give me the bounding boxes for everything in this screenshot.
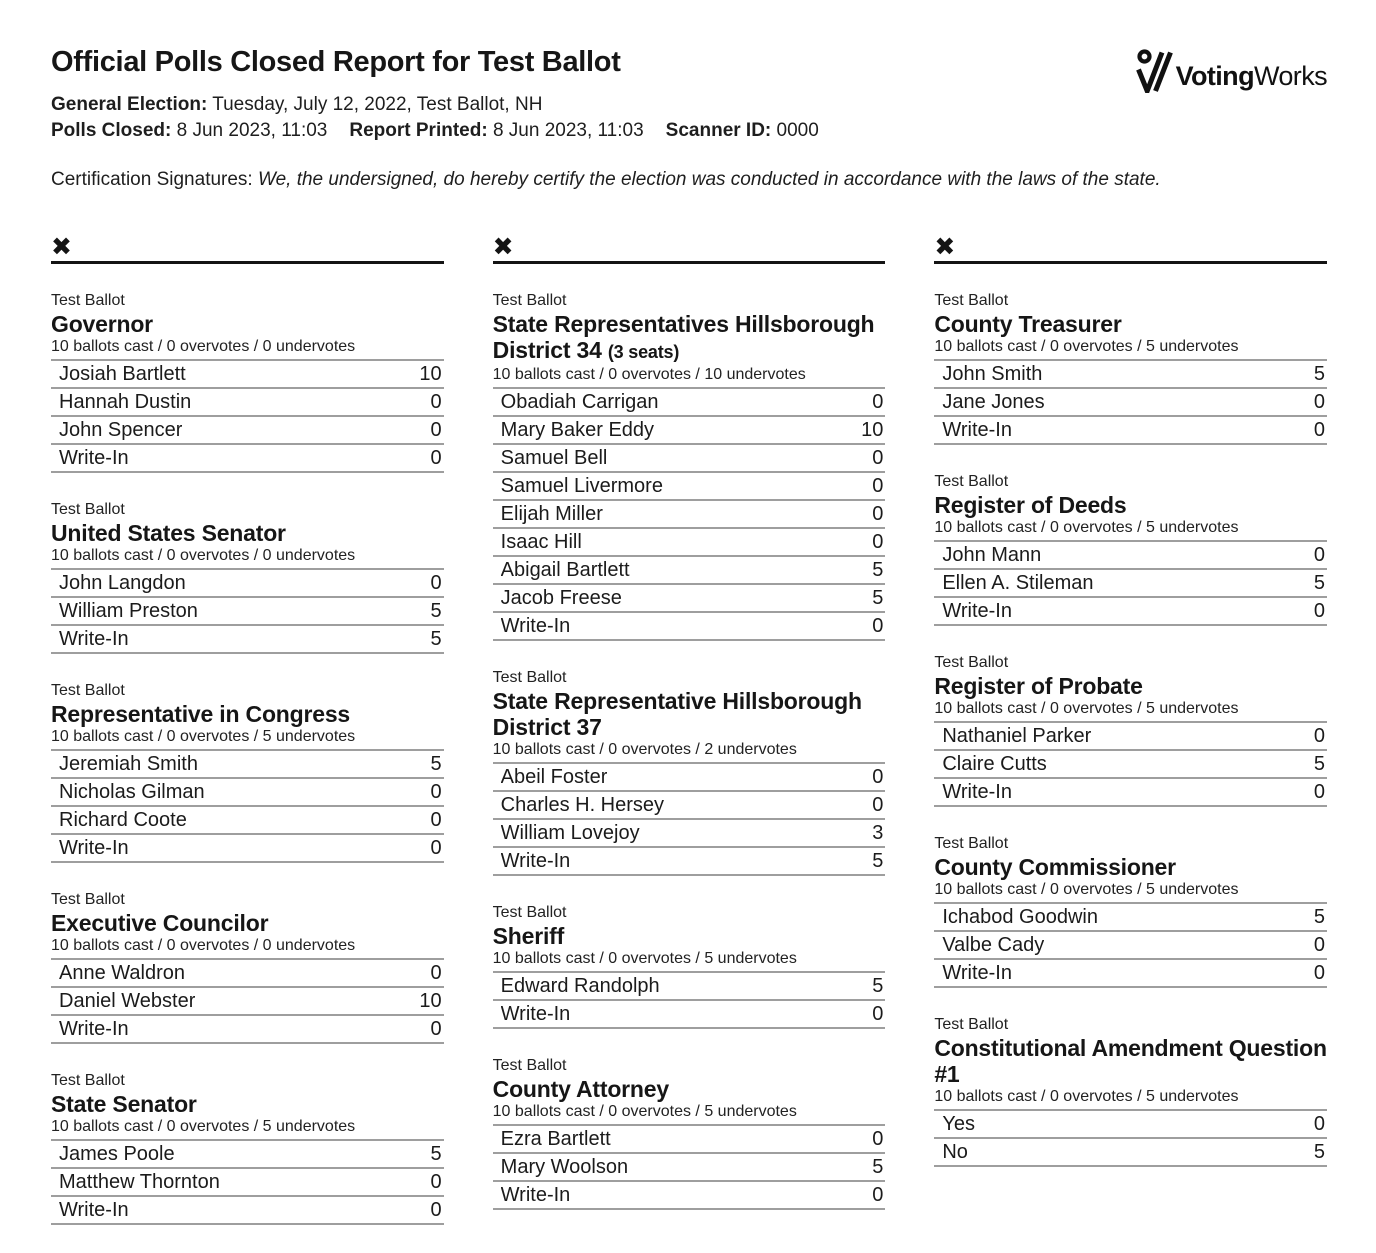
vote-count: 5 — [430, 600, 442, 622]
contest-title — [934, 1035, 1327, 1087]
report-printed — [349, 120, 643, 141]
vote-count: 5 — [430, 753, 442, 775]
result-row — [934, 540, 1327, 568]
ballot-style-label: Test Ballot — [51, 292, 125, 309]
candidate-name: Write-In — [942, 600, 1012, 622]
vote-count: 5 — [430, 1143, 442, 1165]
contest-section — [934, 1016, 1327, 1167]
vote-count: 0 — [430, 572, 442, 594]
contest-title — [51, 1091, 444, 1117]
result-row — [493, 499, 886, 527]
result-row — [493, 818, 886, 846]
ballot-style-label: Test Ballot — [934, 292, 1009, 309]
vote-count: 0 — [1313, 781, 1325, 803]
result-row — [493, 387, 886, 415]
contest-section — [934, 292, 1327, 445]
vote-count: 0 — [872, 1003, 884, 1025]
result-row — [493, 1180, 886, 1208]
vote-count: 5 — [1313, 906, 1325, 928]
report-printed-label: Report Printed: — [349, 120, 488, 141]
vote-count: 0 — [872, 615, 884, 637]
result-row — [493, 415, 886, 443]
polls-closed-label: Polls Closed: — [51, 120, 172, 141]
vote-count: 10 — [419, 363, 442, 385]
contest-section — [493, 1057, 886, 1210]
results-table — [493, 971, 886, 1029]
contest-section — [51, 501, 444, 654]
result-row — [493, 555, 886, 583]
result-row — [934, 721, 1327, 749]
candidate-name: Isaac Hill — [500, 531, 582, 553]
candidate-name: No — [942, 1141, 968, 1163]
contest-stats: 10 ballots cast / 0 overvotes / 10 undervotes — [492, 366, 806, 383]
vote-count: 0 — [872, 794, 884, 816]
candidate-name: Write-In — [59, 837, 129, 859]
report-times-line — [51, 118, 819, 144]
polls-closed-value: 8 Jun 2023, 11:03 — [176, 120, 328, 141]
contest-title-text: State Senator — [51, 1091, 197, 1117]
result-row — [51, 1014, 444, 1042]
candidate-name: Obadiah Carrigan — [500, 391, 659, 413]
vote-count: 0 — [430, 962, 442, 984]
contest-seats-note: (3 seats) — [607, 342, 680, 362]
ballot-style-label: Test Ballot — [51, 1072, 125, 1089]
vote-count: 0 — [872, 391, 884, 413]
vote-count: 5 — [1313, 1141, 1325, 1163]
ballot-style-label: Test Ballot — [492, 669, 567, 686]
candidate-name: William Lovejoy — [500, 822, 640, 844]
contest-section — [934, 835, 1327, 988]
vote-count: 0 — [1313, 391, 1325, 413]
contest-title-text: Constitutional Amendment Question #1 — [934, 1035, 1327, 1087]
contest-stats: 10 ballots cast / 0 overvotes / 5 undervotes — [934, 519, 1239, 536]
contest-section — [51, 891, 444, 1044]
result-row — [493, 611, 886, 639]
results-table — [934, 1109, 1327, 1167]
certification-statement: We, the undersigned, do hereby certify the election was conducted in accordance with the laws of the state. — [258, 169, 1161, 190]
report-printed-value: 8 Jun 2023, 11:03 — [492, 120, 644, 141]
contest-title — [493, 688, 886, 740]
signature-x-mark: ✖ — [51, 233, 72, 261]
result-row — [934, 359, 1327, 387]
candidate-name: Richard Coote — [59, 809, 187, 831]
results-table — [493, 387, 886, 641]
result-row — [493, 971, 886, 999]
vote-count: 0 — [872, 503, 884, 525]
contest-title — [51, 311, 444, 337]
contest-title-text: United States Senator — [51, 520, 286, 546]
signature-area — [51, 235, 444, 264]
contest-title-text: State Representative Hillsborough District 37 — [492, 688, 862, 740]
candidate-name: Abeil Foster — [500, 766, 608, 788]
candidate-name: John Langdon — [59, 572, 186, 594]
contest-title — [51, 520, 444, 546]
ballot-style-label: Test Ballot — [934, 1016, 1009, 1033]
result-row — [934, 568, 1327, 596]
vote-count: 0 — [1313, 725, 1325, 747]
candidate-name: Jane Jones — [942, 391, 1045, 413]
result-row — [51, 805, 444, 833]
vote-count: 5 — [872, 559, 884, 581]
result-row — [51, 749, 444, 777]
result-row — [934, 958, 1327, 986]
contest-title — [493, 311, 886, 365]
candidate-name: Edward Randolph — [500, 975, 660, 997]
result-row — [934, 1109, 1327, 1137]
contest-title — [934, 673, 1327, 699]
contest-stats: 10 ballots cast / 0 overvotes / 0 undervotes — [51, 547, 356, 564]
candidate-name: Write-In — [500, 850, 571, 872]
results-table — [934, 540, 1327, 626]
result-row — [934, 1137, 1327, 1165]
logo-text-regular: Works — [1253, 61, 1327, 91]
candidate-name: Ichabod Goodwin — [942, 906, 1098, 928]
vote-count: 10 — [861, 419, 884, 441]
result-row — [51, 359, 444, 387]
result-row — [51, 986, 444, 1014]
candidate-name: Write-In — [942, 419, 1012, 441]
vote-count: 5 — [430, 628, 442, 650]
contest-title-text: County Commissioner — [934, 854, 1176, 880]
candidate-name: Charles H. Hersey — [500, 794, 665, 816]
contest-stats: 10 ballots cast / 0 overvotes / 5 undervotes — [51, 728, 356, 745]
contest-stats: 10 ballots cast / 0 overvotes / 5 undervotes — [934, 338, 1239, 355]
candidate-name: Daniel Webster — [59, 990, 196, 1012]
candidate-name: Matthew Thornton — [59, 1171, 220, 1193]
signature-x-mark: ✖ — [492, 233, 514, 261]
candidate-name: Write-In — [942, 781, 1012, 803]
contest-stats: 10 ballots cast / 0 overvotes / 5 undervotes — [934, 881, 1239, 898]
general-election-value: Tuesday, July 12, 2022, Test Ballot, NH — [212, 94, 543, 115]
contest-stats: 10 ballots cast / 0 overvotes / 2 undervotes — [492, 741, 797, 758]
report-header-text — [51, 46, 819, 144]
signature-area — [493, 235, 886, 264]
vote-count: 0 — [872, 447, 884, 469]
vote-count: 0 — [1313, 1113, 1325, 1135]
result-row — [934, 902, 1327, 930]
contest-title — [493, 923, 886, 949]
contest-section — [51, 1072, 444, 1225]
vote-count: 5 — [872, 1156, 884, 1178]
candidate-name: Josiah Bartlett — [59, 363, 186, 385]
ballot-style-label: Test Ballot — [492, 292, 567, 309]
results-table — [51, 1139, 444, 1225]
results-table — [51, 568, 444, 654]
candidate-name: Write-In — [59, 628, 129, 650]
result-row — [51, 833, 444, 861]
candidate-name: Write-In — [59, 1199, 129, 1221]
results-table — [51, 749, 444, 863]
candidate-name: John Smith — [942, 363, 1043, 385]
contest-section — [934, 654, 1327, 807]
contest-stats: 10 ballots cast / 0 overvotes / 0 undervotes — [51, 338, 356, 355]
vote-count: 0 — [430, 1171, 442, 1193]
results-table — [51, 958, 444, 1044]
result-row — [493, 583, 886, 611]
vote-count: 0 — [430, 837, 442, 859]
report-column-2 — [493, 235, 886, 1253]
contest-title — [51, 701, 444, 727]
ballot-style-label: Test Ballot — [51, 501, 125, 518]
vote-count: 0 — [430, 419, 442, 441]
result-row — [51, 624, 444, 652]
vote-count: 0 — [872, 475, 884, 497]
candidate-name: Claire Cutts — [942, 753, 1047, 775]
candidate-name: Yes — [942, 1113, 975, 1135]
result-row — [934, 749, 1327, 777]
result-row — [51, 443, 444, 471]
vote-count: 3 — [872, 822, 884, 844]
general-election-label: General Election: — [51, 94, 208, 115]
candidate-name: Hannah Dustin — [59, 391, 192, 413]
contest-title-text: County Attorney — [492, 1076, 669, 1102]
result-row — [493, 471, 886, 499]
result-row — [51, 777, 444, 805]
result-row — [493, 790, 886, 818]
candidate-name: John Spencer — [59, 419, 183, 441]
candidate-name: Anne Waldron — [59, 962, 185, 984]
scanner-id — [666, 120, 819, 141]
result-row — [934, 930, 1327, 958]
result-row — [934, 387, 1327, 415]
vote-count: 5 — [872, 850, 884, 872]
candidate-name: Jacob Freese — [500, 587, 622, 609]
contest-title-text: Representative in Congress — [51, 701, 351, 727]
contest-section — [493, 904, 886, 1029]
candidate-name: Jeremiah Smith — [59, 753, 198, 775]
contest-stats: 10 ballots cast / 0 overvotes / 5 undervotes — [492, 1103, 797, 1120]
result-row — [493, 1124, 886, 1152]
votingworks-check-icon — [1136, 49, 1174, 93]
general-election-line — [51, 92, 819, 118]
candidate-name: Mary Baker Eddy — [500, 419, 655, 441]
vote-count: 0 — [430, 391, 442, 413]
result-row — [493, 999, 886, 1027]
result-row — [934, 596, 1327, 624]
candidate-name: Mary Woolson — [500, 1156, 629, 1178]
candidate-name: Samuel Bell — [500, 447, 608, 469]
certification-line — [51, 167, 1327, 193]
result-row — [493, 1152, 886, 1180]
contest-stats: 10 ballots cast / 0 overvotes / 5 undervotes — [934, 700, 1239, 717]
results-table — [934, 902, 1327, 988]
polls-closed — [51, 120, 327, 141]
contest-stats: 10 ballots cast / 0 overvotes / 5 undervotes — [934, 1088, 1239, 1105]
vote-count: 0 — [872, 531, 884, 553]
contest-title-text: Executive Councilor — [51, 910, 269, 936]
contest-section — [493, 669, 886, 876]
candidate-name: Abigail Bartlett — [500, 559, 630, 581]
result-row — [51, 1195, 444, 1223]
vote-count: 0 — [872, 1128, 884, 1150]
votingworks-wordmark — [1176, 63, 1327, 90]
candidate-name: Write-In — [500, 1184, 571, 1206]
candidate-name: Write-In — [59, 1018, 129, 1040]
candidate-name: James Poole — [59, 1143, 175, 1165]
candidate-name: Write-In — [942, 962, 1012, 984]
candidate-name: Samuel Livermore — [500, 475, 663, 497]
results-table — [493, 762, 886, 876]
result-row — [493, 443, 886, 471]
vote-count: 0 — [1313, 962, 1325, 984]
signature-area — [934, 235, 1327, 264]
contest-title — [51, 910, 444, 936]
ballot-style-label: Test Ballot — [934, 654, 1009, 671]
ballot-style-label: Test Ballot — [492, 1057, 567, 1074]
result-row — [51, 568, 444, 596]
report-columns — [51, 235, 1327, 1253]
candidate-name: John Mann — [942, 544, 1042, 566]
result-row — [934, 777, 1327, 805]
vote-count: 0 — [430, 1199, 442, 1221]
contest-section — [934, 473, 1327, 626]
result-row — [493, 527, 886, 555]
vote-count: 5 — [872, 587, 884, 609]
vote-count: 0 — [872, 1184, 884, 1206]
contest-title-text: Sheriff — [492, 923, 565, 949]
result-row — [51, 415, 444, 443]
result-row — [51, 958, 444, 986]
ballot-style-label: Test Ballot — [934, 473, 1009, 490]
scanner-id-label: Scanner ID: — [665, 120, 772, 141]
contest-stats: 10 ballots cast / 0 overvotes / 5 undervotes — [492, 950, 797, 967]
results-table — [934, 721, 1327, 807]
vote-count: 0 — [1313, 934, 1325, 956]
vote-count: 0 — [1313, 419, 1325, 441]
vote-count: 0 — [430, 447, 442, 469]
result-row — [51, 1139, 444, 1167]
candidate-name: Elijah Miller — [500, 503, 603, 525]
contest-title-text: Register of Probate — [934, 673, 1143, 699]
contest-title-text: Register of Deeds — [934, 492, 1127, 518]
contest-title-text: State Representatives Hillsborough District 34 — [492, 311, 875, 363]
candidate-name: Ellen A. Stileman — [942, 572, 1094, 594]
candidate-name: Write-In — [500, 615, 571, 637]
logo-text-bold: Voting — [1175, 61, 1254, 91]
vote-count: 0 — [430, 809, 442, 831]
report-header — [51, 46, 1327, 144]
contest-section — [51, 682, 444, 863]
candidate-name: Nathaniel Parker — [942, 725, 1092, 747]
contest-section — [51, 292, 444, 473]
candidate-name: Ezra Bartlett — [500, 1128, 611, 1150]
vote-count: 5 — [1313, 572, 1325, 594]
contest-section — [493, 292, 886, 641]
scanner-id-value: 0000 — [776, 120, 819, 141]
vote-count: 0 — [430, 1018, 442, 1040]
votingworks-logo — [1136, 49, 1327, 93]
certification-label: Certification Signatures: — [51, 169, 253, 190]
vote-count: 10 — [419, 990, 442, 1012]
vote-count: 5 — [872, 975, 884, 997]
results-table — [51, 359, 444, 473]
ballot-style-label: Test Ballot — [934, 835, 1009, 852]
vote-count: 0 — [1313, 544, 1325, 566]
contest-title — [934, 492, 1327, 518]
result-row — [51, 387, 444, 415]
vote-count: 5 — [1313, 753, 1325, 775]
candidate-name: Valbe Cady — [942, 934, 1045, 956]
candidate-name: Nicholas Gilman — [59, 781, 205, 803]
result-row — [934, 415, 1327, 443]
ballot-style-label: Test Ballot — [51, 891, 125, 908]
contest-title — [493, 1076, 886, 1102]
result-row — [493, 762, 886, 790]
result-row — [493, 846, 886, 874]
ballot-style-label: Test Ballot — [492, 904, 567, 921]
contest-title — [934, 311, 1327, 337]
contest-title-text: Governor — [51, 311, 153, 337]
vote-count: 0 — [872, 766, 884, 788]
report-column-3 — [934, 235, 1327, 1253]
contest-title-text: County Treasurer — [934, 311, 1122, 337]
report-column-1 — [51, 235, 444, 1253]
candidate-name: William Preston — [59, 600, 198, 622]
contest-stats: 10 ballots cast / 0 overvotes / 0 undervotes — [51, 937, 356, 954]
ballot-style-label: Test Ballot — [51, 682, 125, 699]
result-row — [51, 1167, 444, 1195]
contest-title — [934, 854, 1327, 880]
candidate-name: Write-In — [500, 1003, 571, 1025]
results-table — [934, 359, 1327, 445]
contest-stats: 10 ballots cast / 0 overvotes / 5 undervotes — [51, 1118, 356, 1135]
candidate-name: Write-In — [59, 447, 129, 469]
result-row — [51, 596, 444, 624]
vote-count: 0 — [430, 781, 442, 803]
page-title: Official Polls Closed Report for Test Ballot — [51, 46, 621, 78]
vote-count: 5 — [1313, 363, 1325, 385]
results-table — [493, 1124, 886, 1210]
vote-count: 0 — [1313, 600, 1325, 622]
signature-x-mark: ✖ — [934, 233, 956, 261]
